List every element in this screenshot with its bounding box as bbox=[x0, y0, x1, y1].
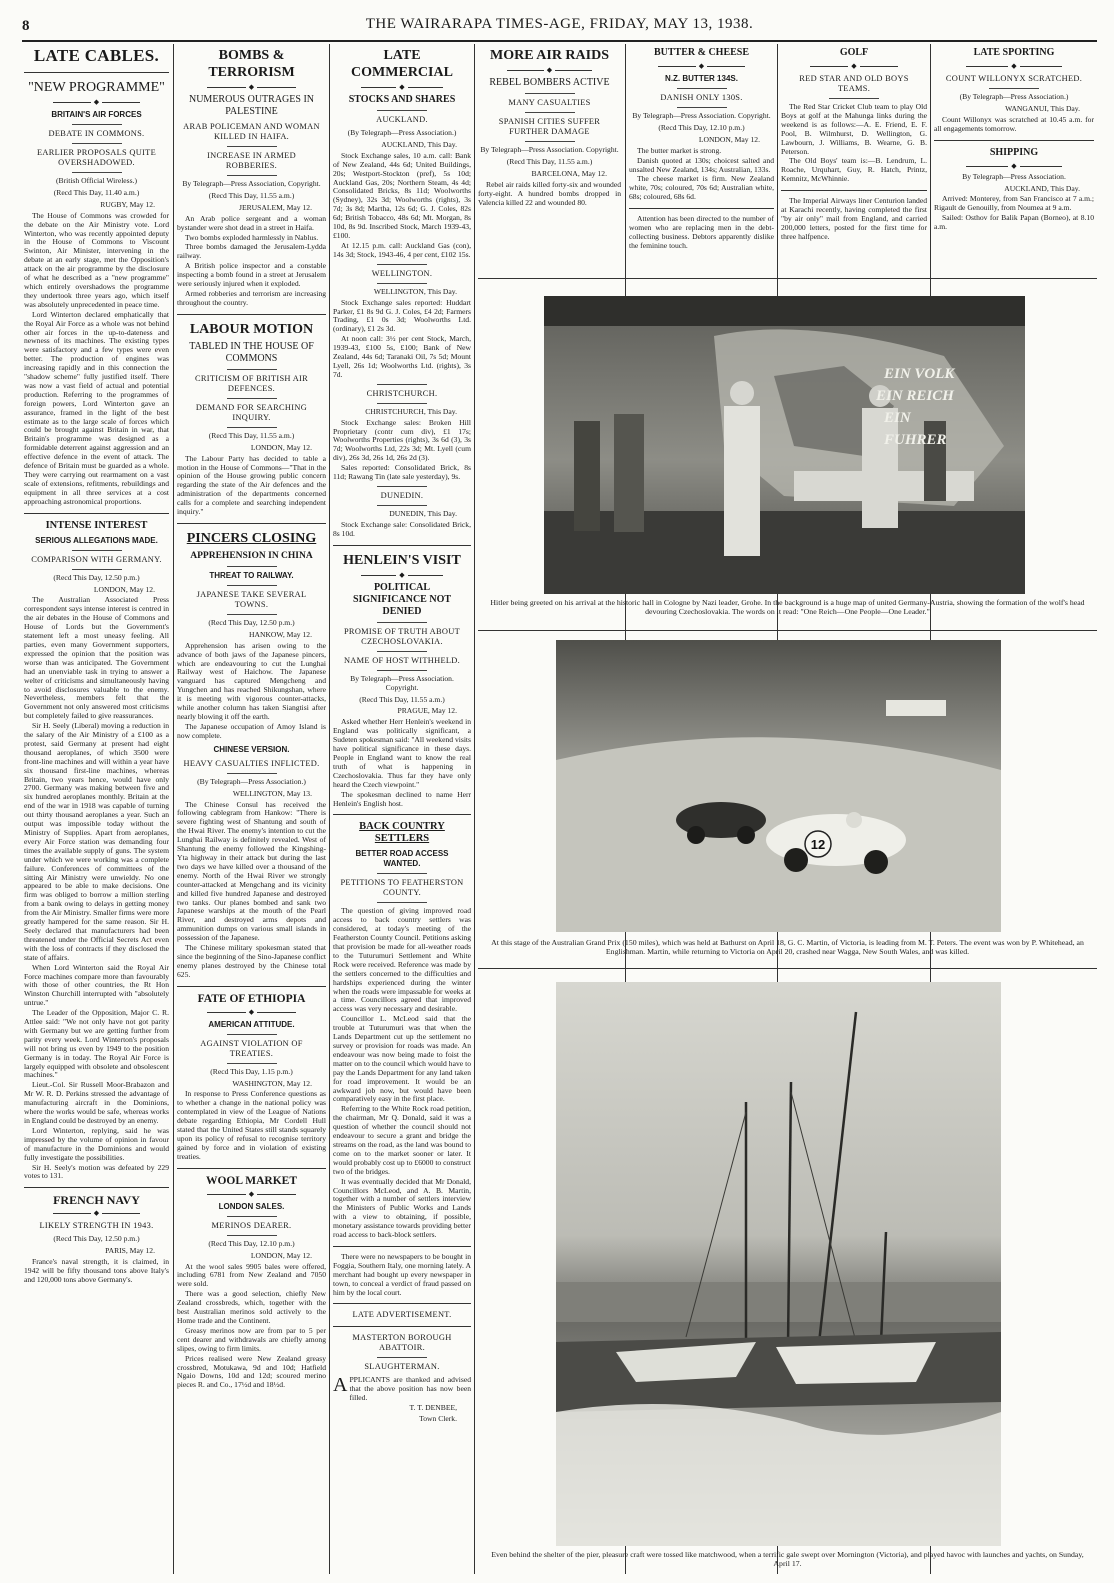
divider bbox=[227, 1216, 277, 1217]
advertisement-heading: LATE ADVERTISEMENT. bbox=[352, 1310, 452, 1320]
divider bbox=[989, 88, 1039, 89]
deck: EARLIER PROPOSALS QUITE OVERSHADOWED. bbox=[36, 148, 157, 167]
star-divider: ◆ bbox=[934, 162, 1094, 170]
divider bbox=[227, 146, 277, 147]
banner-line: EIN REICH bbox=[876, 388, 954, 404]
article-paragraph: The House of Commons was crowded for the debate on the Air Ministry vote. Lord Winterton, who was recently appointed deputy in the House of Commons to Viscount Swinton, Air Minister, intervening in the debate at an early stage, met the Opposition's attack on the air programme by the disclosure of what he described as a "new programme" which entirely overshadows the programme they undertook three years ago, which itself was absolutely unprecedented in peace time. bbox=[24, 210, 169, 309]
article-paragraph: Danish quoted at 130s; choicest salted and unsalted New Zealand, 134s; Australian, 133s. bbox=[629, 155, 774, 174]
dateline: WASHINGTON, May 12. bbox=[232, 1078, 312, 1088]
deck: ARAB POLICEMAN AND WOMAN KILLED IN HAIFA. bbox=[183, 122, 320, 141]
received-line: (Recd This Day, 12.50 p.m.) bbox=[53, 572, 140, 582]
divider bbox=[377, 384, 427, 385]
article-paragraph: Arrived: Monterey, from San Francisco at 7 a.m.; Rigault de Genouilly, from Noumea at 9 a.m. bbox=[934, 194, 1094, 213]
star-divider: ◆ bbox=[781, 62, 927, 70]
divider bbox=[72, 124, 122, 125]
deck: INCREASE IN ARMED ROBBERIES. bbox=[207, 151, 296, 170]
deck: CHINESE VERSION. bbox=[213, 744, 290, 754]
divider bbox=[829, 98, 879, 99]
article-paragraph: Rebel air raids killed forty-six and wounded forty-eight. A hundred bombs dropped in Valencia killed 22 and wounded 80. bbox=[478, 179, 621, 207]
star-divider: ◆ bbox=[478, 66, 621, 74]
article-paragraph: France's naval strength, it is claimed, in 1942 will be fifty thousand tons above Italy's and 120,000 tons above Germany's. bbox=[24, 1257, 169, 1284]
source-line: By Telegraph—Press Association, Copyright. bbox=[182, 179, 321, 188]
star-divider: ◆ bbox=[333, 571, 471, 579]
headline-butter-cheese: BUTTER & CHEESE bbox=[653, 47, 750, 58]
column-golf bbox=[781, 44, 927, 274]
deck: REBEL BOMBERS ACTIVE bbox=[489, 77, 610, 88]
received-line: (Recd This Day, 11.55 a.m.) bbox=[506, 156, 593, 166]
divider bbox=[24, 1187, 169, 1188]
star-divider: ◆ bbox=[629, 62, 774, 70]
divider bbox=[377, 486, 427, 487]
divider bbox=[177, 1168, 326, 1169]
photo-area bbox=[478, 278, 1097, 1573]
divider bbox=[377, 264, 427, 265]
divider bbox=[377, 283, 427, 284]
article-paragraph: A British police inspector and a constable inspecting a bomb found in a street at Jerusalem were seriously injured when it exploded. bbox=[177, 261, 326, 289]
deck: DEBATE IN COMMONS. bbox=[48, 129, 145, 138]
divider bbox=[377, 873, 427, 874]
column-rule bbox=[329, 44, 330, 1574]
article-paragraph: The Chinese military spokesman stated that since the beginning of the Sino-Japanese conflict enemy planes destroyed by the Chinese total 625. bbox=[177, 943, 326, 979]
column-rule bbox=[173, 44, 174, 1574]
divider bbox=[72, 569, 122, 570]
headline-pincers-closing: PINCERS CLOSING bbox=[186, 530, 317, 546]
dateline: RUGBY, May 12. bbox=[100, 199, 155, 209]
dateline: AUCKLAND, This Day. bbox=[1004, 183, 1080, 193]
deck: MANY CASUALTIES bbox=[508, 98, 591, 107]
article-paragraph: At 12.15 p.m. call: Auckland Gas (con), 14s 3d; Stock, 1943-46, 4 per cent, £102 15s. bbox=[333, 240, 471, 259]
city-heading: DUNEDIN. bbox=[380, 491, 424, 500]
deck: NAME OF HOST WITHHELD. bbox=[343, 655, 461, 665]
divider bbox=[377, 1357, 427, 1358]
article-paragraph: Apprehension has arisen owing to the advance of both jaws of the Japanese pincers, which are endeavouring to cut the Lunghai Railway west of Haichow. The Japanese vanguard has captured Mengcheng and Yungchen and has reached Shikungshan, where it is meeting with vigorous counter-attacks, while another column has taken Siangtisi after nearly blowing it off the earth. bbox=[177, 640, 326, 721]
divider bbox=[333, 545, 471, 546]
article-paragraph: The Imperial Airways liner Centurion landed at Karachi recently, having completed the first "by air only" mail from England, and carried 200,000 letters, posted for the first time for three halfpence. bbox=[781, 196, 927, 241]
article-paragraph: When Lord Winterton said the Royal Air Force machines compare more than favourably with those of other countries, the Rt Hon Winston Churchill interrupted with "absolutely untrue." bbox=[24, 962, 169, 1008]
divider bbox=[377, 622, 427, 623]
article-paragraph: The Chinese Consul has received the following cablegram from Hankow: "There is severe fighting west of Shantung and south of the Hwai River. The enemy's intention to cut the Lunghai Railway is definitely revealed. West of Shantung the enemy followed the Kingshing-Yta highway in their attack but during the last two days we have killed over a thousand of the enemy. North of the Hwai River we strongly counter-attacked at Mengchang and its vicinity and killed five hundred Japanese and destroyed two tanks. Our planes bombed and sank two Japanese warships at the mouth of the Pearl River, and destroyed arms depots and ammunition dumps on various small islands in possession of the Japanese. bbox=[177, 799, 326, 943]
dateline: WELLINGTON, May 13. bbox=[232, 788, 312, 798]
received-line: (Recd This Day, 12.50 p.m.) bbox=[53, 1234, 140, 1244]
divider bbox=[333, 814, 471, 815]
headline-late-sporting: LATE SPORTING bbox=[973, 47, 1055, 58]
article-paragraph: At noon call: 3½ per cent Stock, March, 1939-43, £100 5s, £100; Bank of New Zealand, 44s 6d; Taranaki Oil, 7s 5d; Mount Lyell, 26s 1d; Woolworths Ltd. (rights), 3s 7d. bbox=[333, 334, 471, 379]
source-line: By Telegraph—Press Association. Copyright. bbox=[632, 111, 771, 120]
dateline: LONDON, May 12. bbox=[250, 442, 312, 452]
page-number: 8 bbox=[22, 18, 30, 34]
deck: SPANISH CITIES SUFFER FURTHER DAMAGE bbox=[498, 117, 601, 136]
dateline: JERUSALEM, May 12. bbox=[239, 202, 312, 212]
divider bbox=[629, 208, 774, 209]
masthead bbox=[22, 14, 1097, 42]
column-butter-cheese bbox=[629, 44, 774, 274]
article-paragraph: The butter market is strong. bbox=[637, 145, 722, 155]
signature-title: Town Clerk. bbox=[419, 1414, 457, 1424]
headline-french-navy: FRENCH NAVY bbox=[53, 1193, 140, 1208]
subheadline-new-programme: "NEW PROGRAMME" bbox=[28, 80, 165, 95]
signature-name: T. T. DENBEE, bbox=[409, 1403, 457, 1413]
divider bbox=[377, 670, 427, 671]
banner-line: EIN VOLK bbox=[884, 366, 955, 382]
divider bbox=[227, 585, 277, 586]
banner-line: FUHRER bbox=[884, 432, 947, 448]
advertisement-text: PPLICANTS are thanked and advised that the above position has now been filled. bbox=[349, 1375, 471, 1403]
deck: MERINOS DEARER. bbox=[211, 1220, 292, 1230]
headline-henleins-visit: HENLEIN'S VISIT bbox=[343, 552, 461, 568]
divider bbox=[934, 140, 1094, 141]
deck: POLITICAL SIGNIFICANCE NOT DENIED bbox=[352, 581, 452, 617]
column-more-air-raids bbox=[478, 44, 621, 274]
star-divider: ◆ bbox=[934, 62, 1094, 70]
source-line: (British Official Wireless.) bbox=[55, 176, 138, 185]
deck: AMERICAN ATTITUDE. bbox=[208, 1019, 295, 1029]
article-paragraph: Sir H. Seely's motion was defeated by 229 votes to 131. bbox=[24, 1162, 169, 1181]
deck: SERIOUS ALLEGATIONS MADE. bbox=[35, 535, 158, 545]
column-late-cables bbox=[24, 44, 169, 1574]
deck: RED STAR AND OLD BOYS TEAMS. bbox=[799, 74, 909, 93]
deck: PETITIONS TO FEATHERSTON COUNTY. bbox=[340, 878, 464, 898]
dateline: PRAGUE, May 12. bbox=[397, 706, 457, 716]
newspaper-title: THE WAIRARAPA TIMES-AGE, FRIDAY, MAY 13, 1938. bbox=[365, 16, 754, 32]
article-paragraph: Stock Exchange sale: Consolidated Brick, 8s 10d. bbox=[333, 519, 471, 538]
article-paragraph: The Labour Party has decided to table a motion in the House of Commons—"That in the opinion of the House growing public concern regarding the state of the Air defences and the administration of the departments concerned calls for a complete and searching independent inquiry." bbox=[177, 453, 326, 517]
article-paragraph: Sales reported: Consolidated Brick, 8s 11d; Rawang Tin (late sale yesterday), 9s. bbox=[333, 463, 471, 482]
divider bbox=[227, 369, 277, 370]
article-paragraph: Referring to the White Rock road petition, the chairman, Mr Q. Donald, said it was a question of whether the council should not endeavour to secure a grant and bridge the streams on the road, as the land was bound to come on to the market sooner or later. It would probably cost up to £6000 to construct two of the bridges. bbox=[333, 1104, 471, 1176]
deck: AGAINST VIOLATION OF TREATIES. bbox=[200, 1038, 303, 1058]
divider bbox=[72, 550, 122, 551]
deck: DEMAND FOR SEARCHING INQUIRY. bbox=[195, 402, 308, 422]
article-paragraph: Sailed: Osthov for Balik Papan (Borneo), at 8.10 a.m. bbox=[934, 213, 1094, 232]
dateline: DUNEDIN, This Day. bbox=[389, 509, 457, 518]
divider bbox=[227, 1235, 277, 1236]
article-paragraph: Lieut.-Col. Sir Russell Moor-Brabazon and Mr W. R. D. Perkins stressed the advantage of manufacturing aircraft in the Dominions, where the works would be safe, whereas works in England could be destroyed by an enemy. bbox=[24, 1080, 169, 1125]
divider bbox=[377, 403, 427, 404]
column-bombs-terrorism bbox=[177, 44, 326, 1574]
deck: THREAT TO RAILWAY. bbox=[209, 570, 294, 580]
star-divider: ◆ bbox=[177, 1190, 326, 1198]
star-divider: ◆ bbox=[177, 83, 326, 91]
divider bbox=[177, 314, 326, 315]
headline-shipping: SHIPPING bbox=[989, 146, 1039, 158]
city-heading: CHRISTCHURCH. bbox=[366, 388, 438, 398]
deck: HEAVY CASUALTIES INFLICTED. bbox=[183, 758, 320, 768]
divider bbox=[781, 190, 927, 191]
divider bbox=[677, 107, 727, 108]
caption-hitler-cologne: Hitler being greeted on his arrival at the historic hall in Cologne by Nazi leader, Grohe. In the background is a huge map of united Germany-Austria, showing the formation of the wolf's head devouring Czechoslovakia. The words on it read: "One Reich—One People—One Leader." bbox=[490, 598, 1085, 617]
banner-line: EIN bbox=[884, 410, 911, 426]
divider bbox=[377, 651, 427, 652]
deck: NUMEROUS OUTRAGES IN PALESTINE bbox=[188, 94, 314, 117]
divider bbox=[227, 1063, 277, 1064]
article-paragraph: The Leader of the Opposition, Major C. R. Attlee said: "We not only have not got parity with Germany but we are getting further from parity every week. Lord Winterton's proposals will not bring us even by 1949 to the position Germany is in today. The Royal Air Force is largely equipped with obsolete and obsolescent machines." bbox=[24, 1008, 169, 1080]
photo-grand-prix-image bbox=[556, 640, 1001, 932]
star-divider: ◆ bbox=[177, 1008, 326, 1016]
advertisement-title: MASTERTON BOROUGH ABATTOIR. bbox=[352, 1333, 452, 1353]
divider bbox=[333, 1303, 471, 1304]
article-paragraph: Lord Winterton, replying, said he was impressed by the volume of opinion in favour of manufacture in the Dominions and would fully investigate the possibilities. bbox=[24, 1125, 169, 1162]
divider bbox=[227, 614, 277, 615]
column-late-commercial bbox=[333, 44, 471, 1574]
deck: COMPARISON WITH GERMANY. bbox=[31, 554, 162, 564]
divider bbox=[227, 427, 277, 428]
divider bbox=[24, 72, 169, 73]
article-paragraph: Asked whether Herr Henlein's weekend in England was politically significant, a Sudeten spokesman said: "All weekend visits have political significance in these days. People in England want to know the real truth of what is happening in Czechoslovakia. Thus far they have only heard the Czech viewpoint." bbox=[333, 717, 471, 789]
headline-more-air-raids: MORE AIR RAIDS bbox=[489, 48, 609, 63]
source-line: (By Telegraph—Press Association.) bbox=[197, 776, 306, 786]
deck: COUNT WILLONYX SCRATCHED. bbox=[945, 74, 1083, 83]
deck: TABLED IN THE HOUSE OF COMMONS bbox=[189, 340, 314, 364]
article-paragraph: The cheese market is firm. New Zealand white, 70s; coloured, 70s 6d; Australian white, 68s; coloured, 68s 6d. bbox=[629, 174, 774, 202]
dateline: LONDON, May 12. bbox=[93, 584, 155, 594]
photo-mornington-gale bbox=[556, 982, 1001, 1546]
dateline: LONDON, May 12. bbox=[250, 1250, 312, 1260]
received-line: (Recd This Day, 11.40 a.m.) bbox=[53, 187, 140, 197]
divider bbox=[333, 1246, 471, 1247]
divider bbox=[377, 505, 427, 506]
article-paragraph: Stock Exchange sales: Broken Hill Proprietary (contr cum div), £1 17s; Woolworths Properties (rights), 3s 6d (3), 3s 7d; Woolworths Ltd, 22s 3d; Mt. Lyell (cum div), 26s 3d, 26s 1d, 26s 2d (3). bbox=[333, 417, 471, 463]
article-paragraph: The Red Star Cricket Club team to play Old Boys at golf at the Mahunga links during the weekend is as follows:—A. E. Friend, E. F. Pool, B. Wilmhurst, D. Wellington, G. Lawbourn, J. Williams, B. Wearne, G. B. Peterson. bbox=[781, 102, 927, 156]
divider bbox=[177, 986, 326, 987]
divider bbox=[677, 88, 727, 89]
dateline: AUCKLAND, This Day. bbox=[381, 139, 457, 149]
article-paragraph: Stock Exchange sales, 10 a.m. call: Bank of New Zealand, 44s 6d; United Buildings, 20s; Westport-Stockton (pref), 5s 10d; Auckland Gas, 20s; Northern Steam, 4s 4d; Consolidated Bricks, 8s 11d; Woolworths (Sydney), 32s 3d; Woolworths (rights), 3s 7d; 3s 8d; Martha, 12s 6d; G. J. Coles, 82s 6d; British Tobacco, 48s 6d; Mt. Morgan, 8s 10d, 8s 9d. Inscribed Stock, March 1939-43, £100. bbox=[333, 150, 471, 240]
divider bbox=[525, 93, 575, 94]
article-paragraph: The spokesman declined to name Herr Henlein's English host. bbox=[333, 789, 471, 808]
city-heading: AUCKLAND. bbox=[376, 115, 428, 124]
article-paragraph: Attention has been directed to the number of women who are replacing men in the debt-collecting business. Debtors apparently dislike the feminine touch. bbox=[629, 214, 774, 250]
received-line: (Recd This Day, 12.10 p.m.) bbox=[208, 1238, 295, 1248]
article-paragraph: There was a good selection, chiefly New Zealand crossbreds, which, together with the best Australian merinos sold actively to the Home trade and the Continent. bbox=[177, 1289, 326, 1325]
star-divider: ◆ bbox=[333, 83, 471, 91]
star-divider: ◆ bbox=[24, 1209, 169, 1217]
headline-fate-of-ethiopia: FATE OF ETHIOPIA bbox=[197, 992, 306, 1005]
divider bbox=[478, 968, 1097, 969]
headline-late-cables: LATE CABLES. bbox=[33, 46, 160, 65]
source-line: By Telegraph—Press Association. bbox=[962, 171, 1066, 181]
article-paragraph: Stock Exchange sales reported: Huddart Parker, £1 8s 9d G. J. Coles, £4 2d; Farmers Trading, £1 0s 3d; Woolworths Ltd. (ordinary), £1 2s 3d. bbox=[333, 297, 471, 334]
source-line: (By Telegraph—Press Association.) bbox=[347, 128, 457, 137]
article-paragraph: It was eventually decided that Mr Donald, Councillors McLeod, and A. B. Martin, together with a number of settlers interview the Ministers of Public Works and Lands with a view to obtaining, if possible, monetary assistance towards providing better road access to back-block settlers. bbox=[333, 1176, 471, 1240]
received-line: (Recd This Day, 12.10 p.m.) bbox=[658, 122, 745, 132]
deck: LONDON SALES. bbox=[218, 1201, 285, 1211]
divider bbox=[177, 523, 326, 524]
article-paragraph: Greasy merinos now are from par to 5 per cent dearer and withdrawals are chiefly among slipes, owing to firm limits. bbox=[177, 1325, 326, 1353]
caption-mornington-gale: Even behind the shelter of the pier, pleasure craft were tossed like matchwood, when a terrific gale swept over Mornington (Victoria), and played havoc with launches and yachts, on Sunday, April 17. bbox=[491, 1550, 1084, 1569]
article-paragraph: Count Willonyx was scratched at 10.45 a.m. for all engagements tomorrow. bbox=[934, 114, 1094, 133]
source-line: (By Telegraph—Press Association.) bbox=[959, 92, 1069, 101]
article-paragraph: At the wool sales 9905 bales were offered, including 6781 from New Zealand and 7050 were sold. bbox=[177, 1261, 326, 1289]
deck: STOCKS AND SHARES bbox=[348, 94, 456, 105]
divider bbox=[227, 175, 277, 176]
dateline: BARCELONA, May 12. bbox=[531, 168, 607, 178]
deck: APPREHENSION IN CHINA bbox=[190, 550, 313, 561]
article-paragraph: Two bombs exploded harmlessly in Nablus. bbox=[185, 232, 319, 242]
article-paragraph: Councillor L. McLeod said that the trouble at Tuturumuri was that when the Lands Department cut up the settlement no survey or provision for roads was made. An endeavour was now being made to foist the matter on to the council which would have to pay the Lands Department for any land taken for road improvement. It would be an awkward job now, but would have been comparatively easy in the first place. bbox=[333, 1014, 471, 1104]
advertisement-body bbox=[333, 1376, 471, 1403]
article-paragraph: Sir H. Seely (Liberal) moving a reduction in the salary of the Air Ministry of a £100 as a protest, said Germany at present had eight thousand aeroplanes, of which 3500 were front-line machines and will within a year have six thousand first-line machines, whereas Britain, two years hence, would have only 2700. Germany was making between five and six hundred aeroplanes monthly. Britain at the end of the war in 1918 was capable of turning out thirty thousand aeroplanes a year. Such an output was impossible today without the Ministry of Supplies. Apart from aeroplanes, every Air Force station was demanding four times the available supply of guns. The system under which we were working was a complete failure. Conferences of committees of the sitting Air Ministry were unwieldy. No one appeared to be able to make decisions. One firm was obliged to borrow a million sterling from a bank owing to delays in getting money from the Air Ministry. Smaller firms were more greatly hampered for the same reason. Sir H. Seely declared that manufacturers had been threatened under the Official Secrets Act even with the loss of contracts if they disclosed the state of affairs. bbox=[24, 721, 169, 962]
divider bbox=[525, 112, 575, 113]
article-paragraph: Armed robberies and terrorism are increasing throughout the country. bbox=[177, 288, 326, 307]
article-paragraph: The question of giving improved road access to back country settlers was considered, at today's meeting of the Featherston County Council. Petitions asking that provision be made for all-weather roads to the Tuturumuri Settlement and White Rock were received. Reference was made by the settlers concerned to the difficulties and hardships experienced during the winter when the roads were impassable for weeks at a time. Councillors agreed that improved access was very necessary and desirable. bbox=[333, 906, 471, 1014]
divider bbox=[72, 172, 122, 173]
divider bbox=[478, 278, 1097, 279]
article-paragraph: Three bombs damaged the Jerusalem-Lydda railway. bbox=[177, 242, 326, 261]
divider bbox=[227, 1034, 277, 1035]
divider bbox=[377, 110, 427, 111]
dateline: LONDON, May 12. bbox=[698, 134, 760, 144]
divider bbox=[525, 141, 575, 142]
deck: N.Z. BUTTER 134S. bbox=[665, 74, 738, 83]
column-rule bbox=[474, 44, 475, 1574]
divider bbox=[227, 566, 277, 567]
headline-intense-interest: INTENSE INTEREST bbox=[45, 519, 148, 531]
headline-back-country-settlers: BACK COUNTRY SETTLERS bbox=[359, 821, 445, 845]
photo-hitler-cologne-image bbox=[544, 296, 1025, 594]
headline-wool-market: WOOL MARKET bbox=[205, 1174, 298, 1187]
advertisement-subtitle: SLAUGHTERMAN. bbox=[364, 1362, 440, 1372]
headline-late-commercial: LATE COMMERCIAL bbox=[351, 48, 453, 80]
headline-golf: GOLF bbox=[839, 47, 869, 58]
divider bbox=[72, 143, 122, 144]
received-line: (Recd This Day, 12.50 p.m.) bbox=[208, 617, 295, 627]
source-line: By Telegraph—Press Association. Copyright. bbox=[480, 145, 619, 154]
received-line: (Recd This Day, 11.55 a.m.) bbox=[208, 430, 295, 440]
article-paragraph: Lord Winterton declared emphatically that the Royal Air Force as a whole was not behind other air forces in the up-to-dateness and newness of its machines. The existing types were satisfactory and a few types were even better. The production of engines was increasing rapidly and in this connection the "shadow scheme" fully justified itself. There was now a vast field of actual and potential production. Referring to the programmes of foreign powers, Lord Winterton gave an assurance, framed in the light of the best estimate as to the large scale of forces which could be brought against Britain in war, that Britain's programme was designed as a formidable deterrent against aggression and an effective defence in the event of attack. The defence of Britain must be guarded as a whole. They were carrying out rearmament on a vast scale of extensions, refitments, rebuildings and equipment in all three services at a cost approaching astronomical proportions. bbox=[24, 309, 169, 506]
divider bbox=[333, 1326, 471, 1327]
received-line: (Recd This Day, 1.15 p.m.) bbox=[210, 1066, 293, 1076]
dateline: PARIS, May 12. bbox=[105, 1246, 155, 1256]
city-heading: WELLINGTON. bbox=[371, 268, 433, 278]
divider bbox=[227, 398, 277, 399]
dateline: CHRISTCHURCH, This Day. bbox=[365, 406, 457, 416]
divider bbox=[227, 773, 277, 774]
headline-bombs-terrorism: BOMBS & TERRORISM bbox=[208, 48, 295, 80]
deck: PROMISE OF TRUTH ABOUT CZECHOSLOVAKIA. bbox=[343, 626, 461, 646]
star-divider: ◆ bbox=[24, 98, 169, 106]
deck: DANISH ONLY 130S. bbox=[660, 93, 743, 102]
article-paragraph: Prices realised were New Zealand greasy crossbred, Motukawa, 9d and 10d; Hatfield Ngaio Downs, 10d and 12d; scoured merino pieces R. and Co., 17½d and 18½d. bbox=[177, 1353, 326, 1390]
dateline: WANGANUI, This Day. bbox=[1005, 103, 1080, 113]
deck: BETTER ROAD ACCESS WANTED. bbox=[355, 849, 449, 869]
caption-grand-prix: At this stage of the Australian Grand Prix (150 miles), which was held at Bathurst on April 18, G. C. Martin, of Victoria, is leading from M. T. Peters. The event was won by P. Whitehead, an Englishman. Martin, while returning to Victoria on April 20, crashed near Wagga, New South Wales, and was killed. bbox=[491, 938, 1084, 957]
article-paragraph: There were no newspapers to be bought in Foggia, Southern Italy, one morning lately. A merchant had bought up every newspaper in town, to conceal a verdict of fraud passed on him by the local court. bbox=[333, 1251, 471, 1297]
source-line: By Telegraph—Press Association. Copyright. bbox=[350, 673, 454, 692]
divider bbox=[478, 630, 1097, 631]
divider bbox=[24, 513, 169, 514]
deck: CRITICISM OF BRITISH AIR DEFENCES. bbox=[194, 373, 309, 393]
deck: JAPANESE TAKE SEVERAL TOWNS. bbox=[196, 589, 307, 609]
article-paragraph: The Old Boys' team is:—B. Lendrum, L. Roache, Urquhart, Guy, R. Hatch, Printz, Kemnitz, McWhinnie. bbox=[781, 156, 927, 184]
article-paragraph: The Australian Associated Press correspondent says intense interest is centred in the air debates in the House of Commons and House of Lords but the Government's statement left a most uneasy feeling. All parties, even many Government supporters, expressed the opinion that the position was worse than was anticipated. The Government had an unenviable task in trying to answer a welter of criticisms and simultaneously having to avoid disclosures valuable to the enemy. Nevertheless, members felt that the Government not only answered most criticisms but completely failed to give reassurances. bbox=[24, 595, 169, 721]
article-paragraph: In response to Press Conference questions as to whether a change in the national policy was contemplated in view of the League of Nations debate regarding Ethiopia, Mr Cordell Hull stated that the United States still stands squarely upon its policy of refusal to recognise territory gained by force and in violation of existing treaties. bbox=[177, 1089, 326, 1161]
car-number: 12 bbox=[810, 837, 826, 852]
photo-australian-grand-prix bbox=[556, 640, 1001, 932]
received-line: (Recd This Day, 11.55 a.m.) bbox=[359, 694, 445, 704]
photo-mornington-image bbox=[556, 982, 1001, 1546]
article-paragraph: The Japanese occupation of Amoy Island is now complete. bbox=[177, 721, 326, 740]
dateline: HANKOW, May 12. bbox=[249, 629, 312, 639]
photo-hitler-cologne bbox=[544, 296, 1025, 594]
drop-cap: A bbox=[333, 1374, 348, 1397]
article-paragraph: An Arab police sergeant and a woman bystander were shot dead in a street in Haifa. bbox=[177, 213, 326, 232]
dateline: WELLINGTON, This Day. bbox=[373, 286, 457, 296]
column-late-sporting bbox=[934, 44, 1094, 274]
received-line: (Recd This Day, 11.55 a.m.) bbox=[208, 190, 295, 200]
headline-labour-motion: LABOUR MOTION bbox=[189, 321, 314, 337]
deck: BRITAIN'S AIR FORCES bbox=[51, 110, 142, 119]
divider bbox=[377, 902, 427, 903]
deck: LIKELY STRENGTH IN 1943. bbox=[39, 1221, 154, 1231]
